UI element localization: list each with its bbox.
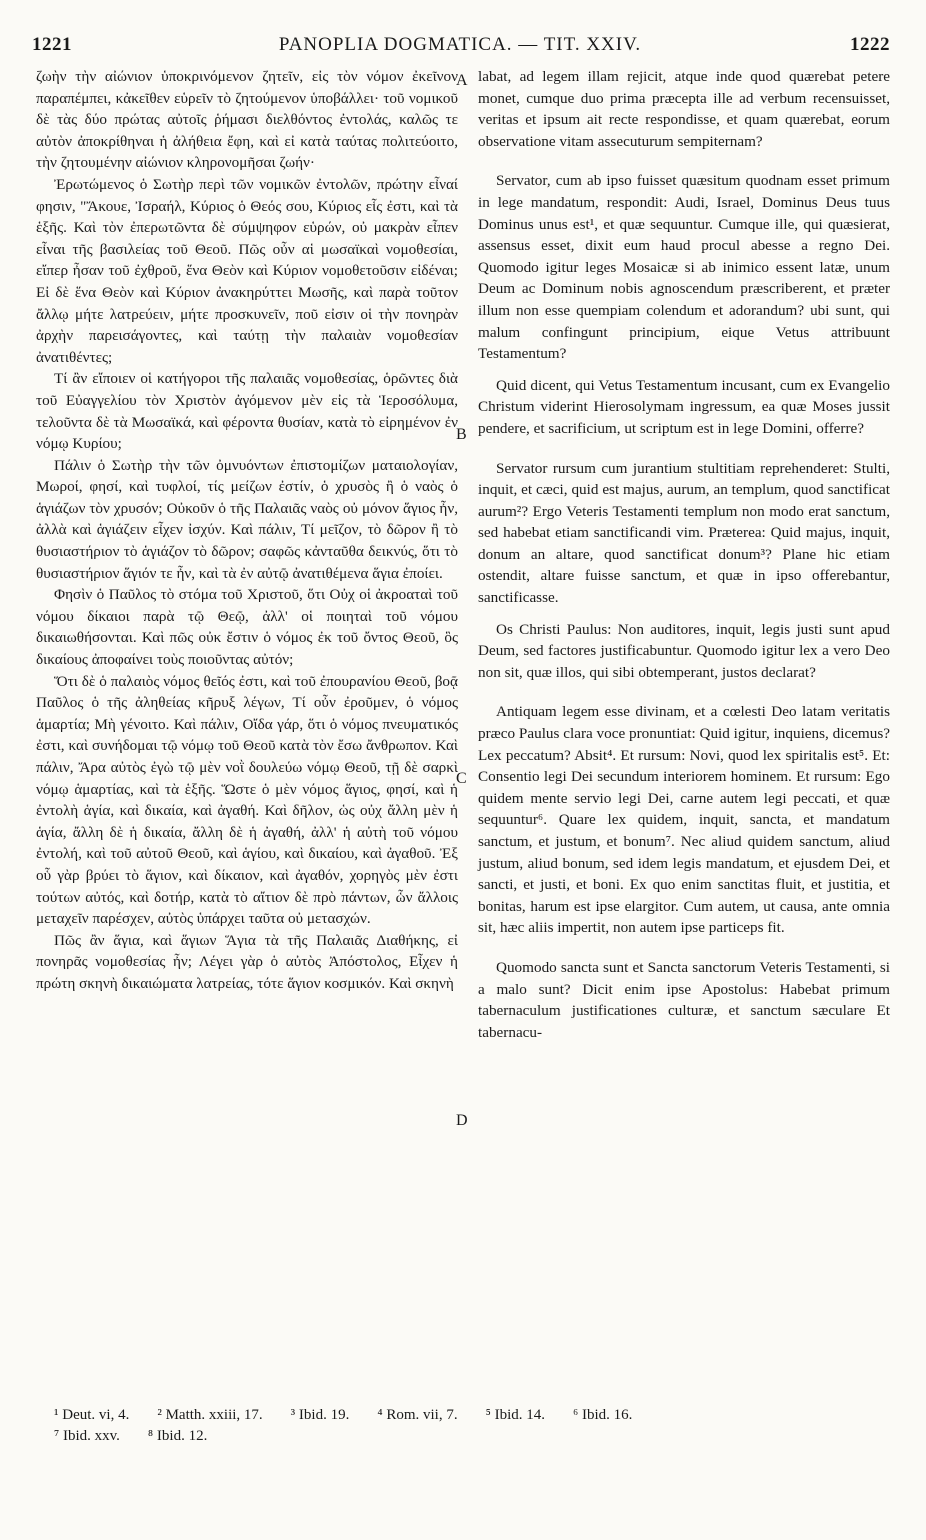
latin-paragraph: Quomodo sancta sunt et Sancta sanctorum Veteris Testamenti, si a malo sunt? Dicit enim ipse Apostolus: Habebat primum tabernaculum justificationes culturæ, et sanctum sæculare Et tabernacu- bbox=[478, 958, 890, 1041]
footnote: ⁶ Ibid. 16. bbox=[573, 1407, 633, 1423]
latin-paragraph: Servator, cum ab ipso fuisset quæsitum quodnam esset primum in lege mandatum, respondit: Audi, Israel, Dominus Deus tuus Dominus unus est¹, et quæ sequuntur. Cumque ille, qui quæsierat, assensus esset, dixit eum haud procul abesse a regno Dei. Quomodo igitur leges Mosaicæ si ab inimico essent latæ, unum Deum ac Dominum nobis agnoscendum præscriberent, et præter illum non esse quempiam colendum et adorandum? ubi sunt, qui malum confingunt principium, eique Vetus attribuunt Testamentum? bbox=[478, 172, 890, 363]
footnote: ⁷ Ibid. xxv. bbox=[54, 1428, 120, 1444]
greek-paragraph: Φησὶν ὁ Παῦλος τὸ στόμα τοῦ Χριστοῦ, ὅτι Οὐχ οἱ ἀκροαταὶ τοῦ νόμου δίκαιοι παρὰ τῷ Θεῷ, ἀλλ' οἱ ποιηταὶ τοῦ νόμου δικαιωθήσονται. Καὶ πῶς οὐκ ἔστιν ὁ νόμος ἐκ τοῦ ὄντος Θεοῦ, ὃς δικαίους ἀποφαίνει τοὺς ποιοῦντας αὐτόν; bbox=[36, 586, 458, 669]
section-marker-a: A bbox=[456, 72, 468, 89]
greek-column bbox=[36, 66, 458, 995]
latin-paragraph: Quid dicent, qui Vetus Testamentum incusant, cum ex Evangelio Christum viderint Hierosolymam ingressum, ea quæ Moses jussit pendere, et sacrificium, ut scriptum est in lege Domini, offerre? bbox=[478, 376, 890, 437]
page-number-left: 1221 bbox=[32, 34, 72, 55]
footnote: ³ Ibid. 19. bbox=[290, 1407, 350, 1423]
section-marker-c: C bbox=[456, 770, 467, 787]
page-number-right: 1222 bbox=[850, 34, 890, 55]
running-header bbox=[30, 34, 890, 64]
latin-paragraph: Antiquam legem esse divinam, et a cœlesti Deo latam veritatis præco Paulus clara voce pronuntiat: Quid igitur, inquiens, dicemus? Lex peccatum? Absit⁴. Et rursum: Novi, quod lex spiritalis est⁵. Et: Consentio legi Dei secundum interiorem hominem. Et rursum: Ego quidem mente servio legi Dei, carne autem legi peccati, et quæ sequuntur⁶. Quare lex quidem, inquit, sancta, et mandatum sanctum, et justum, et bonum⁷. Nec aliud quidem sanctum, aliud justum, aliud bonum, sed idem legis mandatum, et ejusdem Dei, et sancti, et justi, et boni. Ex quo enim sanctitas fluit, et justitia, et bonitas, harum est ipse elargitor. Cum autem, ut causa, ante omnia sit, hæc aliis impertit, non autem ipse particeps fit. bbox=[478, 703, 890, 937]
latin-paragraph: Os Christi Paulus: Non auditores, inquit, legis justi sunt apud Deum, sed factores justificabuntur. Quomodo igitur lex a vero Deo non sit, quæ illos, qui sibi obtemperant, justos declarat? bbox=[478, 620, 890, 681]
greek-paragraph: Τί ἂν εἴποιεν οἱ κατήγοροι τῆς παλαιᾶς νομοθεσίας, ὁρῶντες διὰ τοῦ Εὐαγγελίου τὸν Χριστὸν ἀγόμενον μὲν εἰς τὰ Ἱεροσόλυμα, τελοῦντα δὲ τὰ Μωσαϊκά, καὶ φέροντα θυσίαν, κατὰ τὸ εἰρημένον ἐν νόμῳ Κυρίου; bbox=[36, 370, 458, 453]
footnote: ⁴ Rom. vii, 7. bbox=[377, 1407, 458, 1423]
section-marker-d: D bbox=[456, 1112, 468, 1129]
latin-column bbox=[478, 66, 890, 1053]
footnote-row bbox=[54, 1426, 894, 1447]
footnote-row bbox=[54, 1405, 894, 1426]
greek-paragraph: ζωὴν τὴν αἰώνιον ὑποκρινόμενον ζητεῖν, εἰς τὸν νόμον ἐκεῖνον παραπέμπει, κἀκεῖθεν εὑρεῖν τὸ ζητούμενον ὑποβάλλει· τοῦ νομικοῦ δὲ τὰς δύο πρώτας αὐτοῖς ῥήμασι διελθόντος ἐντολάς, καλῶς τε αὐτὸν ἀποκρίθηναι ἡ ἀλήθεια ἔφη, καὶ εἰ κατὰ ταύτας πολιτεύοιτο, τὴν ζητουμένην αἰώνιον κληρονομῆσαι ζωήν· bbox=[36, 68, 458, 172]
latin-paragraph: Servator rursum cum jurantium stultitiam reprehenderet: Stulti, inquit, et cæci, quid est majus, aurum, an templum, quod sanctificat aurum²? Ergo Veteris Testamenti templum non modo erat sanctum, sed habebat etiam sanctificandi vim. Præterea: Quid majus, inquit, donum an altare, quod sanctificat donum³? Plane hic etiam ostendit, altare fuisse sanctum, et quæ in ipso offerebantur, sanctificasse. bbox=[478, 459, 890, 607]
footnote: ⁸ Ibid. 12. bbox=[147, 1428, 208, 1444]
footnote: ² Matth. xxiii, 17. bbox=[157, 1407, 263, 1423]
section-marker-b: B bbox=[456, 426, 467, 443]
greek-paragraph: Ὅτι δὲ ὁ παλαιὸς νόμος θεῖός ἐστι, καὶ τοῦ ἐπουρανίου Θεοῦ, βοᾷ Παῦλος ὁ τῆς ἀληθείας κῆρυξ λέγων, Τί οὖν ἐροῦμεν, ὁ νόμος ἁμαρτία; Μὴ γένοιτο. Καὶ πάλιν, Οἴδα γάρ, ὅτι ὁ νόμος πνευματικός ἐστι, καὶ συνήδομαι τῷ νόμῳ τοῦ Θεοῦ κατὰ τὸν ἔσω ἄνθρωπον. Καὶ πάλιν, Ἄρα αὐτὸς ἐγὼ τῷ μὲν νοῒ δουλεύω νόμῳ Θεοῦ, τῇ δὲ σαρκὶ νόμῳ ἁμαρτίας, καὶ τὰ ἑξῆς. Ὥστε ὁ μὲν νόμος ἅγιος, φησί, καὶ ἡ ἐντολὴ ἁγία, καὶ δικαία, καὶ ἀγαθή. Καὶ δῆλον, ὡς οὐχ ἄλλη μὲν ἡ ἁγία, ἄλλη δὲ ἡ δικαία, ἄλλη δὲ ἡ ἀγαθή, ἀλλ' ἡ αὐτὴ τοῦ νόμου ἐντολή, καὶ τοῦ αὐτοῦ Θεοῦ, καὶ ἁγίου, καὶ δικαίου, καὶ ἀγαθοῦ. Ἐξ οὗ γὰρ βρύει τὸ ἅγιον, καὶ δίκαιον, καὶ ἀγαθόν, χορηγὸς μὲν ἐστι τούτων αὐτός, καὶ δοτήρ, κατὰ τὸ αἴτιον δὲ πρὸ πάντων, ὧν ἄλλοις μεταχεῖν παρέσχεν, αὐτὸς ὑπάρχει ταῦτα οὐ μετασχών. bbox=[36, 672, 458, 928]
running-title: PANOPLIA DOGMATICA. — TIT. XXIV. bbox=[278, 34, 642, 55]
greek-paragraph: Ἐρωτώμενος ὁ Σωτὴρ περὶ τῶν νομικῶν ἐντολῶν, πρώτην εἶναί φησιν, "Ἄκουε, Ἰσραήλ, Κύριος ὁ Θεός σου, Κύριος εἷς ἐστι, καὶ τὰ ἑξῆς. Καὶ τὸν ἐπερωτῶντα δὲ σύμψηφον εὑρών, οὐ μακρὰν εἶπεν εἶναι τῆς βασιλείας τοῦ Θεοῦ. Πῶς οὖν αἱ μωσαϊκαὶ νομοθεσίαι, εἴπερ ἦσαν τοῦ ἐχθροῦ, ἕνα Θεὸν καὶ Κύριον νομοθετοῦσιν εἰδέναι; Εἰ δὲ ἕνα Θεὸν καὶ Κύριον ἀνακηρύττει Μωσῆς, καὶ παρὰ τοῦτον ἄλλῳ μήτε λατρεύειν, μήτε προσκυνεῖν, ποῦ εἰσιν οἱ τὴν πονηρὰν ἀρχὴν παρεισάγοντες, καὶ ταύτῃ τὴν παλαιὰν νομοθεσίαν ἀνατιθέντες; bbox=[36, 175, 458, 366]
greek-paragraph: Πῶς ἂν ἅγια, καὶ ἅγιων Ἅγια τὰ τῆς Παλαιᾶς Διαθήκης, εἰ πονηρᾶς νομοθεσίας ἦν; Λέγει γὰρ ὁ αὐτὸς Ἀπόστολος, Εἶχεν ἡ πρώτη σκηνὴ δικαιώματα λατρείας, τότε ἅγιον κοσμικόν. Καὶ σκηνὴ bbox=[36, 931, 458, 992]
footnote: ¹ Deut. vi, 4. bbox=[54, 1407, 130, 1423]
footnote: ⁵ Ibid. 14. bbox=[485, 1407, 545, 1423]
latin-paragraph: labat, ad legem illam rejicit, atque inde quod quærebat petere monet, cumque duo prima præcepta ille ad verbum recensuisset, veritas et ipsum ait recte respondisse, et quam quærebat, eorum observatione vitam assecuturum sempiternam? bbox=[478, 68, 890, 150]
greek-paragraph: Πάλιν ὁ Σωτὴρ τὴν τῶν ὀμνυόντων ἐπιστομίζων ματαιολογίαν, Μωροί, φησί, καὶ τυφλοί, τίς μείζων ἐστίν, ὁ χρυσὸς ἢ ὁ ναὸς ὁ ἁγιάζων τὸν χρυσόν; Οὐκοῦν ὁ τῆς Παλαιᾶς ναὸς οὐ μόνον ἅγιος ἦν, ἀλλὰ καὶ ἁγιάζειν εἶχεν ἰσχύν. Καὶ πάλιν, Τί μεῖζον, τὸ δῶρον ἢ τὸ θυσιαστήριον τὸ ἁγιάζον τὸ δῶρον; σαφῶς κἀνταῦθα δεικνύς, ὅτι τὸ θυσιαστήριον ἅγιόν τε ἦν, καὶ τὰ ἐν αὐτῷ ἀνατιθέμενα ἅγια ἐποίει. bbox=[36, 456, 458, 582]
footnotes bbox=[54, 1405, 894, 1447]
